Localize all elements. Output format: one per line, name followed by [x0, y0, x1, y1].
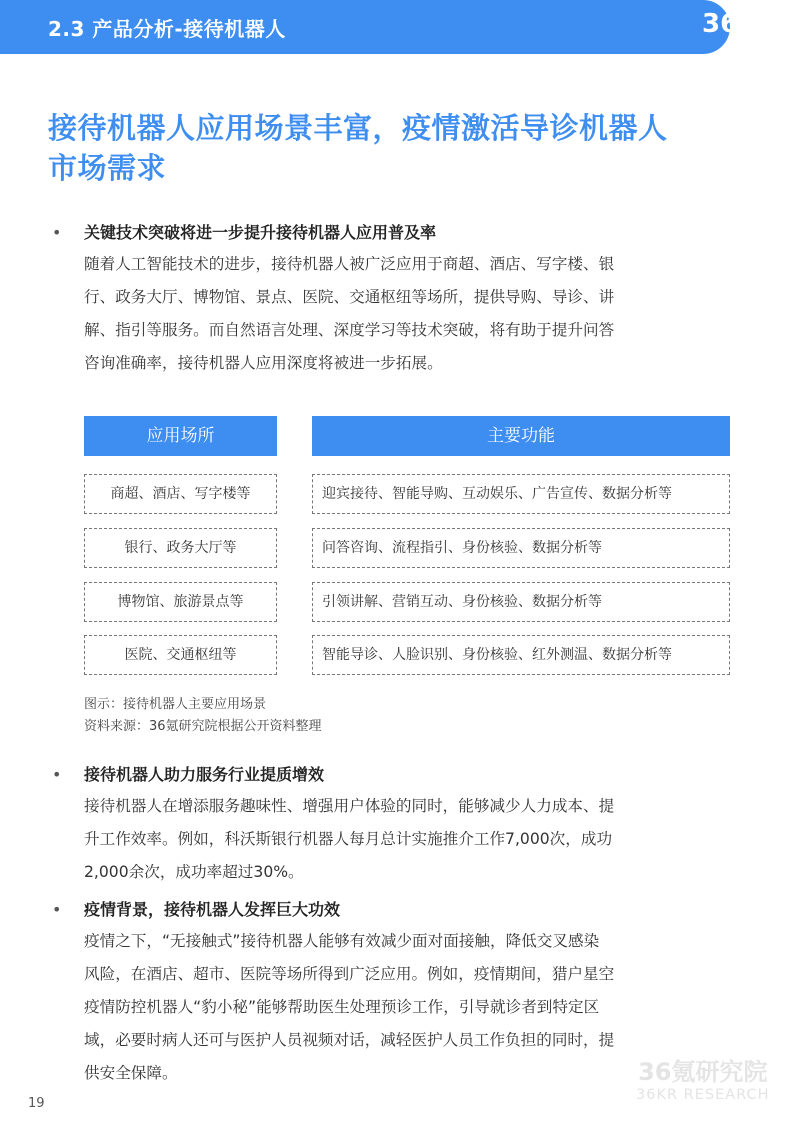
logo-number: 36 — [702, 9, 739, 39]
table-cell-function: 迎宾接待、智能导购、互动娱乐、广告宣传、数据分析等 — [312, 474, 730, 514]
text-line: 疫情之下，“无接触式”接待机器人能够有效减少面对面接触，降低交叉感染 — [84, 932, 600, 950]
bullet-title: • 疫情背景，接待机器人发挥巨大功效 — [52, 895, 742, 925]
36kr-logo — [700, 2, 794, 52]
text-line: 解、指引等服务。而自然语言处理、深度学习等技术突破，将有助于提升问答 — [84, 321, 615, 339]
table-cell-venue: 博物馆、旅游景点等 — [84, 582, 277, 622]
section-efficiency — [52, 760, 742, 889]
headline-line: 接待机器人应用场景丰富，疫情激活导诊机器人 — [48, 111, 668, 145]
source-caption: 资料来源：36氪研究院根据公开资料整理 — [84, 719, 322, 734]
page-header — [0, 0, 730, 54]
paragraph — [52, 790, 742, 889]
table-cell-function: 问答咨询、流程指引、身份核验、数据分析等 — [312, 528, 730, 568]
text-line: 风险，在酒店、超市、医院等场所得到广泛应用。例如，疫情期间，猎户星空 — [84, 965, 615, 983]
bullet-title: • 接待机器人助力服务行业提质增效 — [52, 760, 742, 790]
figure-caption: 图示：接待机器人主要应用场景 — [84, 697, 267, 712]
headline-line: 市场需求 — [48, 151, 167, 185]
table-cell-venue: 医院、交通枢纽等 — [84, 635, 277, 675]
text-line: 随着人工智能技术的进步，接待机器人被广泛应用于商超、酒店、写字楼、银 — [84, 255, 615, 273]
watermark — [636, 1058, 770, 1104]
text-line: 接待机器人在增添服务趣味性、增强用户体验的同时，能够减少人力成本、提 — [84, 797, 615, 815]
text-line: 供安全保障。 — [84, 1064, 178, 1082]
section-tech — [52, 218, 742, 380]
table-cell-function: 引领讲解、营销互动、身份核验、数据分析等 — [312, 582, 730, 622]
text-line: 域，必要时病人还可与医护人员视频对话，减轻医护人员工作负担的同时，提 — [84, 1031, 615, 1049]
watermark-line: 36KR RESEARCH — [636, 1087, 770, 1103]
table-header-venue: 应用场所 — [84, 416, 277, 456]
text-line: 行、政务大厅、博物馆、景点、医院、交通枢纽等场所，提供导购、导诊、讲 — [84, 288, 615, 306]
table-cell-function: 智能导诊、人脸识别、身份核验、红外测温、数据分析等 — [312, 635, 730, 675]
section-title: 2.3 产品分析-接待机器人 — [48, 17, 286, 41]
text-line: 咨询准确率，接待机器人应用深度将被进一步拓展。 — [84, 354, 443, 372]
table-cell-venue: 商超、酒店、写字楼等 — [84, 474, 277, 514]
logo-letters: Kr — [740, 18, 786, 52]
text-line: 升工作效率。例如，科沃斯银行机器人每月总计实施推介工作7,000次，成功 — [84, 830, 613, 848]
table-header-function: 主要功能 — [312, 416, 730, 456]
paragraph — [52, 248, 742, 380]
bullet-title: • 关键技术突破将进一步提升接待机器人应用普及率 — [52, 218, 742, 248]
page-headline — [48, 108, 748, 188]
page-number: 19 — [28, 1096, 45, 1111]
table-cell-venue: 银行、政务大厅等 — [84, 528, 277, 568]
watermark-line: 36氪研究院 — [638, 1058, 768, 1086]
text-line: 2,000余次，成功率超过30%。 — [84, 863, 304, 881]
text-line: 疫情防控机器人“豹小秘”能够帮助医生处理预诊工作，引导就诊者到特定区 — [84, 998, 600, 1016]
